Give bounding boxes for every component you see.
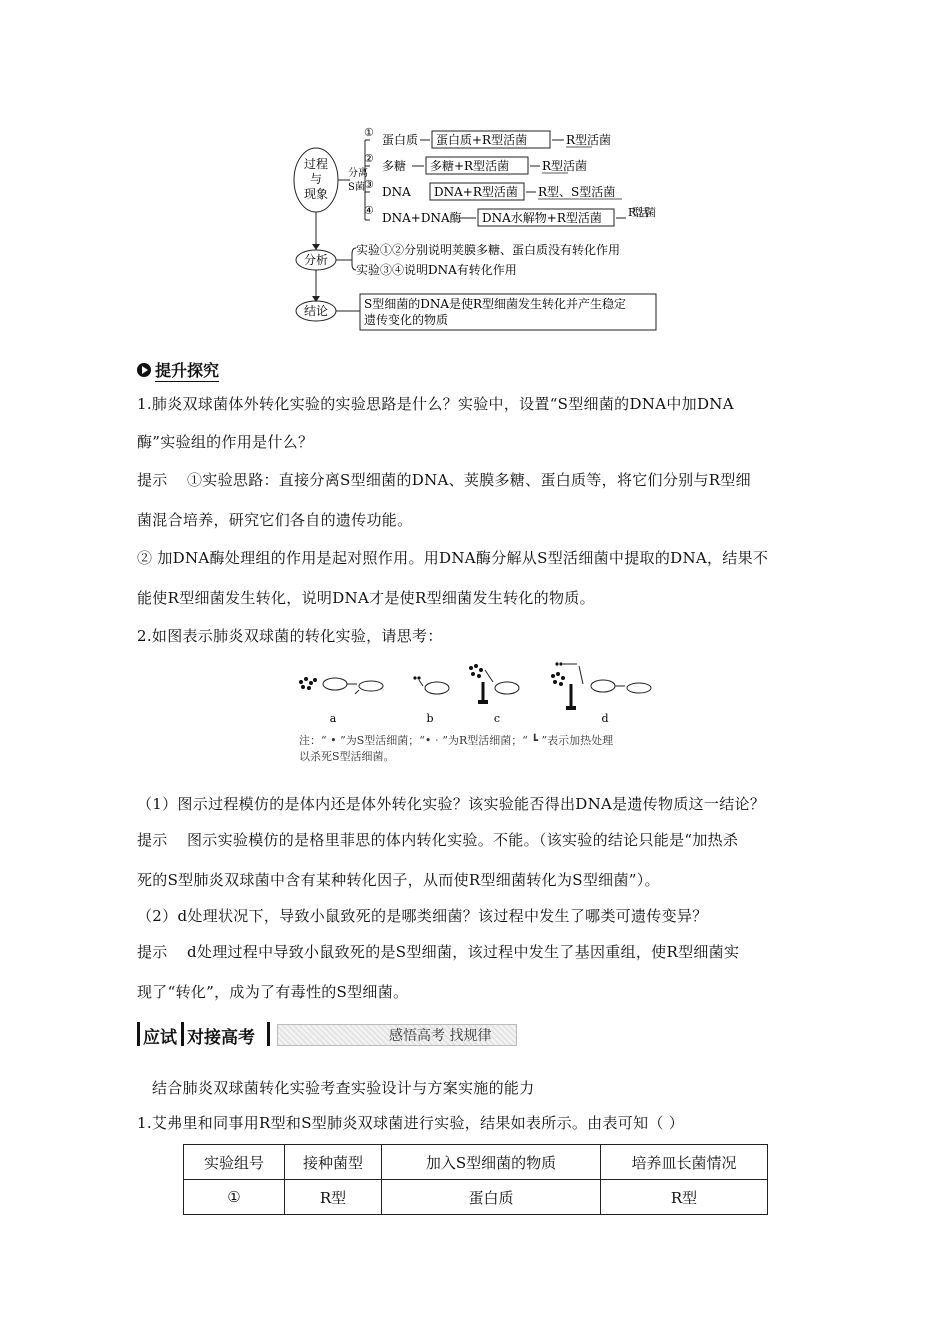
row1-num: ① bbox=[364, 126, 374, 139]
a1-line1 bbox=[137, 470, 751, 490]
row1-result: R型活菌 bbox=[566, 133, 612, 147]
a1-line4: 能使R型细菌发生转化，说明DNA才是使R型细菌发生转化的物质。 bbox=[137, 589, 595, 607]
process-label-3: 现象 bbox=[303, 187, 329, 201]
a2-2-line1 bbox=[137, 942, 739, 962]
row2-result: R型活菌 bbox=[542, 159, 588, 173]
conclusion-line-2: 遗传变化的物质 bbox=[364, 313, 449, 327]
separate-label-1: 分离 bbox=[348, 168, 368, 179]
banner-left-2: 对接高考 bbox=[187, 1028, 255, 1048]
exam-topic: 结合肺炎双球菌转化实验考查实验设计与方案实施的能力 bbox=[152, 1079, 535, 1097]
mouse-experiment-figure bbox=[295, 660, 665, 770]
row4-num: ④ bbox=[364, 204, 374, 217]
row3-box-text: DNA+R型活菌 bbox=[434, 185, 518, 199]
row4-result: R型活菌 bbox=[628, 206, 656, 219]
conclusion-label: 结论 bbox=[303, 304, 329, 318]
a2-1-line1 bbox=[137, 830, 738, 850]
a1-line1-text: ①实验思路：直接分离S型细菌的DNA、荚膜多糖、蛋白质等，将它们分别与R型细 bbox=[187, 471, 751, 489]
table-header-row bbox=[184, 1145, 768, 1180]
row3-result: R型、S型活菌 bbox=[538, 185, 616, 199]
table-cell: ① bbox=[184, 1180, 285, 1215]
row4-box-text: DNA水解物+R型活菌 bbox=[482, 211, 602, 225]
row2-box-text: 多糖+R型活菌 bbox=[430, 159, 510, 173]
table-cell: 蛋白质 bbox=[382, 1180, 601, 1215]
a1-line3: ② 加DNA酶处理组的作用是起对照作用。用DNA酶分解从S型活细菌中提取的DNA，结果不 bbox=[137, 549, 769, 567]
table-header: 实验组号 bbox=[184, 1145, 285, 1180]
label-d: d bbox=[601, 712, 609, 725]
a2-1-line2: 死的S型肺炎双球菌中含有某种转化因子，从而使R型细菌转化为S型细菌”）。 bbox=[137, 871, 660, 889]
exam-q1: 1.艾弗里和同事用R型和S型肺炎双球菌进行实验，结果如表所示。由表可知（ ） bbox=[137, 1114, 685, 1132]
q1-line1: 1.肺炎双球菌体外转化实验的实验思路是什么？实验中，设置“S型细菌的DNA中加DNA bbox=[137, 395, 734, 413]
conclusion-line-1: S型细菌的DNA是使R型细菌发生转化并产生稳定 bbox=[364, 297, 627, 311]
table-header: 接种菌型 bbox=[285, 1145, 382, 1180]
explore-title: 提升探究 bbox=[155, 358, 219, 382]
process-label-1: 过程 bbox=[303, 157, 329, 171]
row1-substance: 蛋白质 bbox=[382, 133, 419, 147]
group-a bbox=[299, 677, 383, 694]
row3-num: ③ bbox=[364, 178, 374, 191]
table-row bbox=[184, 1180, 768, 1215]
table-cell: R型 bbox=[285, 1180, 382, 1215]
table-cell: R型 bbox=[601, 1180, 768, 1215]
explore-heading bbox=[137, 358, 219, 382]
row4-substance: DNA+DNA酶 bbox=[382, 211, 462, 225]
a2-1-line1-text: 图示实验模仿的是格里菲思的体内转化实验。不能。（该实验的结论只能是“加热杀 bbox=[187, 831, 739, 849]
group-c bbox=[469, 664, 519, 704]
analysis-label: 分析 bbox=[303, 253, 329, 267]
row3-substance: DNA bbox=[382, 185, 411, 199]
play-icon bbox=[137, 363, 151, 377]
banner-left-1: 应试 bbox=[143, 1028, 177, 1048]
q1-line2: 酶”实验组的作用是什么？ bbox=[137, 433, 314, 451]
row1-box-text: 蛋白质+R型活菌 bbox=[436, 133, 528, 147]
figure-note-1: 注：“ • ”为S型活细菌；“•‧”为R型活细菌；“ ┗ ”表示加热处理 bbox=[299, 734, 614, 747]
analysis-line-2: 实验③④说明DNA有转化作用 bbox=[356, 263, 517, 277]
separate-label-2: S菌 bbox=[348, 182, 365, 193]
row2-substance: 多糖 bbox=[382, 159, 407, 173]
analysis-line-1: 实验①②分别说明荚膜多糖、蛋白质没有转化作用 bbox=[356, 243, 621, 257]
q2-2: （2）d处理状况下，导致小鼠致死的是哪类细菌？该过程中发生了哪类可遗传变异？ bbox=[137, 907, 708, 925]
q2: 2.如图表示肺炎双球菌的转化实验，请思考： bbox=[137, 627, 443, 645]
label-a: a bbox=[329, 712, 337, 725]
concept-diagram bbox=[290, 120, 670, 335]
hint-label: 提示 bbox=[137, 471, 168, 489]
hint-label: 提示 bbox=[137, 831, 168, 849]
label-b: b bbox=[426, 712, 434, 725]
label-c: c bbox=[493, 712, 501, 725]
hint-label: 提示 bbox=[137, 943, 168, 961]
group-b bbox=[413, 676, 449, 694]
q2-1: （1）图示过程模仿的是体内还是体外转化实验？该实验能否得出DNA是遗传物质这一结论？ bbox=[137, 795, 766, 813]
process-label-2: 与 bbox=[309, 172, 323, 186]
exam-banner bbox=[137, 1022, 517, 1046]
table-header: 加入S型细菌的物质 bbox=[382, 1145, 601, 1180]
banner-right: 感悟高考 找规律 bbox=[389, 1028, 492, 1044]
experiment-table bbox=[183, 1144, 768, 1215]
table-header: 培养皿长菌情况 bbox=[601, 1145, 768, 1180]
a1-line2: 菌混合培养，研究它们各自的遗传功能。 bbox=[137, 511, 413, 529]
a2-2-line2: 现了“转化”，成为了有毒性的S型细菌。 bbox=[137, 983, 409, 1001]
row2-num: ② bbox=[364, 152, 374, 165]
group-d bbox=[551, 662, 651, 710]
figure-note-2: 以杀死S型活细菌。 bbox=[299, 750, 395, 763]
a2-2-line1-text: d处理过程中导致小鼠致死的是S型细菌，该过程中发生了基因重组，使R型细菌实 bbox=[187, 943, 740, 961]
